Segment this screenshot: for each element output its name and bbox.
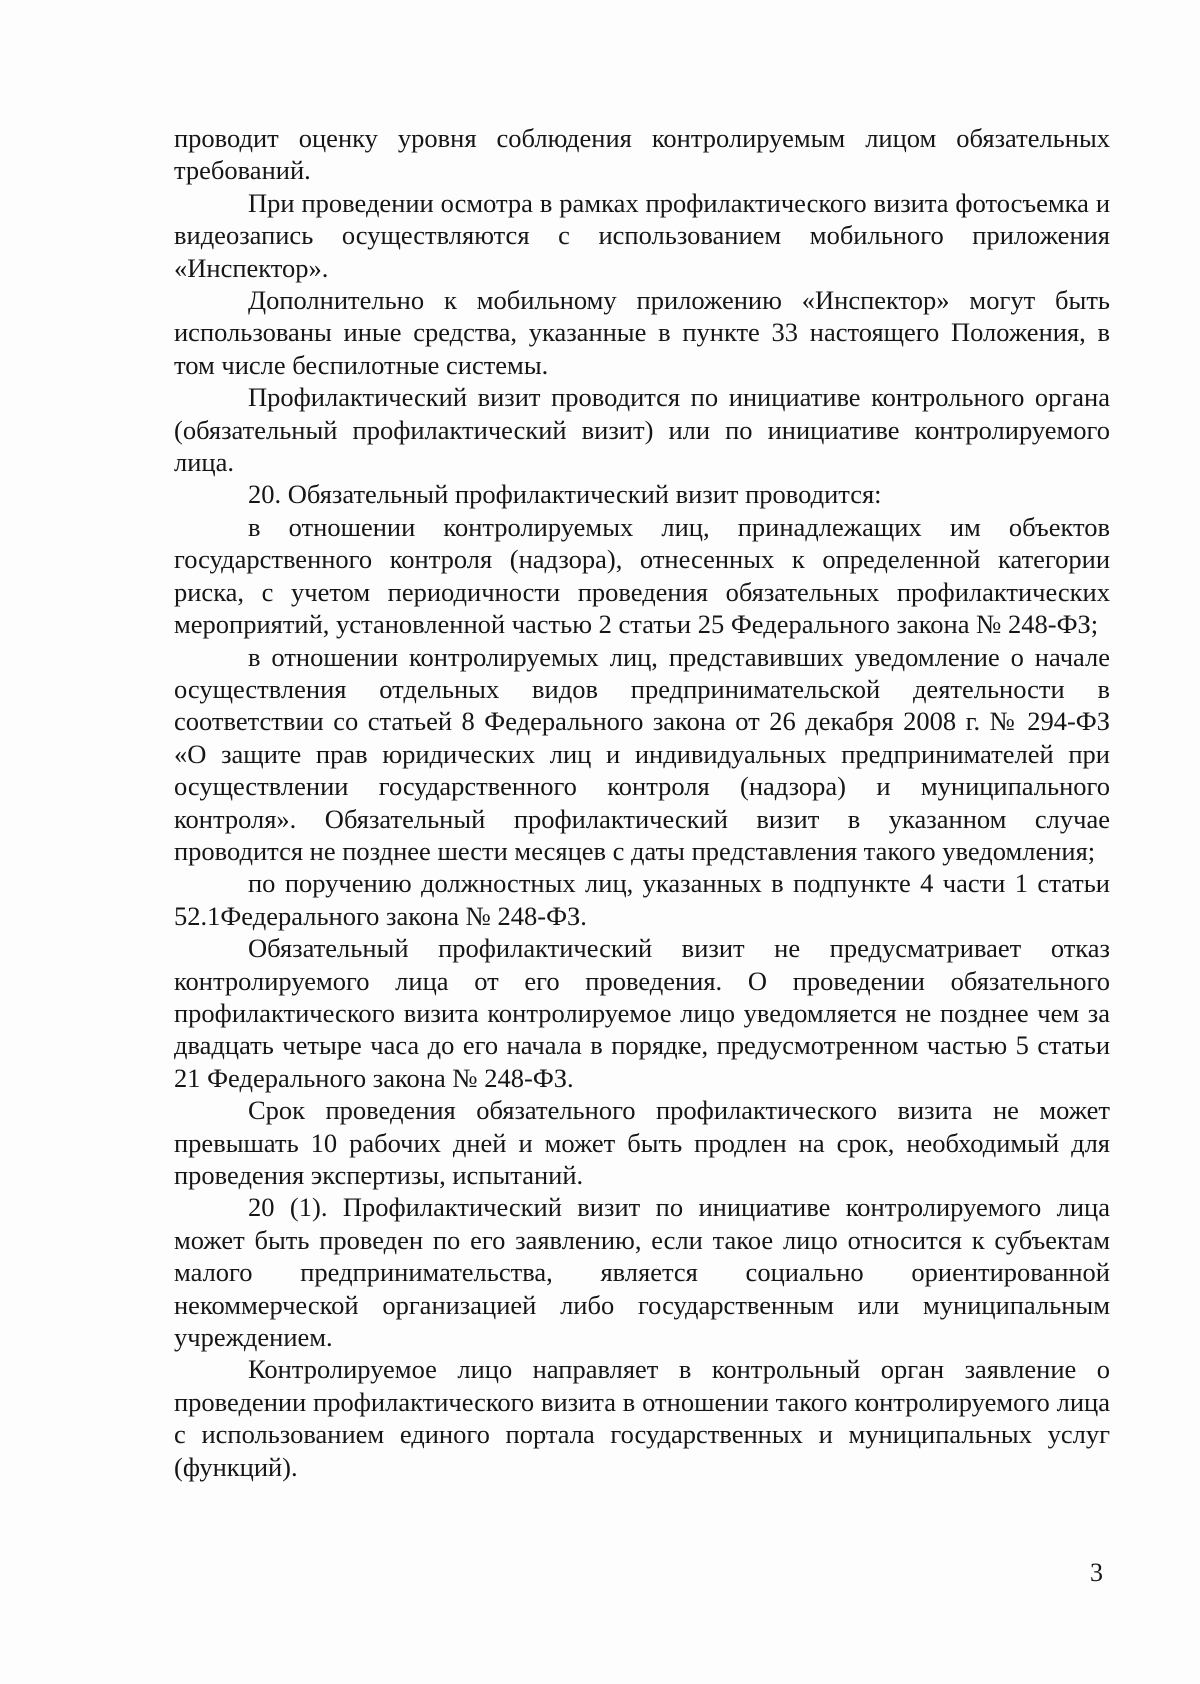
paragraph-inspection-photo: При проведении осмотра в рамках профилактического визита фотосъемка и видеозапись осуществляются с использованием мобильного приложения «Инспектор».: [174, 187, 1110, 283]
page-number: 3: [1090, 1558, 1103, 1587]
paragraph-continuation: проводит оценку уровня соблюдения контролируемым лицом обязательных требований.: [174, 123, 1110, 186]
paragraph-visit-initiative: Профилактический визит проводится по инициативе контрольного органа (обязательный профилактический визит) или по инициативе контролируемого лица.: [174, 382, 1110, 478]
paragraph-application: Контролируемое лицо направляет в контрольный орган заявление о проведении профилактического визита в отношении такого контролируемого лица с использованием единого портала государственных и муниципальных услуг (функций).: [174, 1354, 1110, 1482]
paragraph-no-refusal: Обязательный профилактический визит не предусматривает отказ контролируемого лица от его проведения. О проведении обязательного профилактического визита контролируемое лицо уведомляется не позднее чем за двадцать четыре часа до его начала в порядке, предусмотренном частью 5 статьи 21 Федерального закона № 248-ФЗ.: [174, 933, 1110, 1093]
paragraph-risk-category: в отношении контролируемых лиц, принадлежащих им объектов государственного контроля (надзора), отнесенных к определенной категории риска, с учетом периодичности проведения обязательных профилактических мероприятий, установленной частью 2 статьи 25 Федерального закона № 248-ФЗ;: [174, 511, 1110, 640]
paragraph-duration: Срок проведения обязательного профилактического визита не может превышать 10 рабочих дней и может быть продлен на срок, необходимый для проведения экспертизы, испытаний.: [174, 1095, 1110, 1190]
document-body: [174, 122, 1110, 1483]
paragraph-additional-means: Дополнительно к мобильному приложению «Инспектор» могут быть использованы иные средства, указанные в пункте 33 настоящего Положения, в том числе беспилотные системы.: [174, 285, 1110, 380]
paragraph-notification: в отношении контролируемых лиц, представивших уведомление о начале осуществления отдельных видов предпринимательской деятельности в соответствии со статьей 8 Федерального закона от 26 декабря 2008 г. № 294-ФЗ «О защите прав юридических лиц и индивидуальных предпринимателей при осуществлении государственного контроля (надзора) и муниципального контроля». Обязательный профилактический визит в указанном случае проводится не позднее шести месяцев с даты представления такого уведомления;: [174, 641, 1110, 866]
paragraph-item-20: 20. Обязательный профилактический визит проводится:: [248, 479, 882, 510]
paragraph-item-20-1: 20 (1). Профилактический визит по инициативе контролируемого лица может быть проведен по его заявлению, если такое лицо относится к субъектам малого предпринимательства, является социально ориентированной некоммерческой организацией либо государственным или муниципальным учреждением.: [174, 1192, 1110, 1353]
paragraph-instruction: по поручению должностных лиц, указанных в подпункте 4 части 1 статьи 52.1Федерального закона № 248-ФЗ.: [174, 868, 1110, 931]
